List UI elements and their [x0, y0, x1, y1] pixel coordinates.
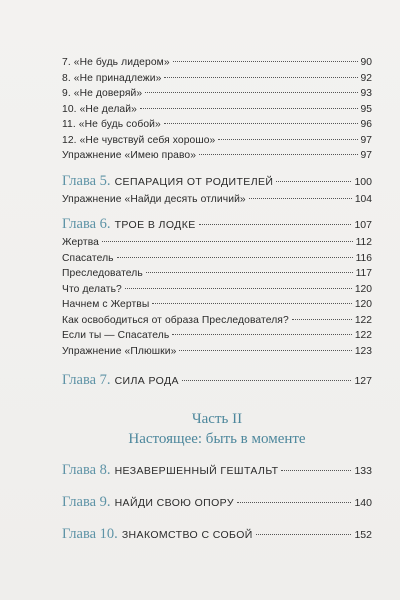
chapter-title: ТРОЕ В ЛОДКЕ — [114, 219, 196, 231]
toc-item-page: 122 — [354, 330, 372, 341]
toc-item — [62, 117, 372, 133]
chapter-title: ЗНАКОМСТВО С СОБОЙ — [121, 529, 253, 541]
leader-dots — [164, 77, 357, 78]
toc-item-page: 116 — [355, 252, 372, 264]
leader-dots — [237, 502, 352, 503]
toc-item-title: Упражнение «Найди десять отличий» — [62, 193, 246, 205]
chapter-prefix: Глава 5. — [62, 172, 111, 189]
leader-dots — [102, 241, 353, 242]
toc-chapter-9 — [62, 491, 372, 513]
toc-item — [62, 55, 372, 71]
leader-dots — [179, 350, 351, 351]
chapter-page: 107 — [354, 219, 372, 231]
toc-item — [62, 266, 372, 282]
toc-item-page: 117 — [355, 268, 372, 279]
leader-dots — [249, 198, 352, 199]
toc-item-title: 9. «Не доверяй» — [62, 88, 143, 99]
toc-item-page: 104 — [354, 193, 372, 205]
chapter-prefix: Глава 6. — [62, 216, 111, 232]
chapter-title: СЕПАРАЦИЯ ОТ РОДИТЕЛЕЙ — [114, 175, 274, 188]
leader-dots — [292, 319, 352, 320]
toc-chapter-5 — [62, 170, 372, 192]
toc-item-page: 90 — [360, 57, 372, 68]
toc-item-title: Упражнение «Плюшки» — [62, 345, 177, 357]
leader-dots — [152, 303, 351, 304]
toc-item — [62, 102, 372, 118]
toc-item-page: 120 — [354, 283, 372, 295]
leader-dots — [173, 61, 358, 62]
toc-item-title: Что делать? — [62, 283, 122, 295]
chapter-prefix: Глава 9. — [62, 494, 111, 510]
toc-item-title: 8. «Не принадлежи» — [62, 72, 162, 84]
toc-chapter-10 — [62, 523, 372, 545]
toc-chapter-6 — [62, 213, 372, 235]
leader-dots — [117, 257, 353, 258]
toc-item-page: 120 — [354, 299, 372, 310]
toc-item — [62, 148, 372, 164]
leader-dots — [281, 470, 351, 471]
leader-dots — [199, 154, 357, 155]
toc-item-title: Преследователь — [62, 268, 143, 279]
toc-item-page: 97 — [360, 150, 372, 161]
toc-item — [62, 328, 372, 344]
leader-dots — [218, 139, 357, 140]
chapter-prefix: Глава 7. — [62, 372, 111, 388]
toc-item — [62, 235, 372, 251]
chapter-page: 133 — [354, 465, 372, 477]
chapter-prefix: Глава 8. — [62, 462, 111, 478]
leader-dots — [145, 92, 357, 93]
toc-item-title: Упражнение «Имею право» — [62, 150, 197, 161]
toc-item — [62, 282, 372, 298]
toc-item-page: 112 — [355, 237, 372, 248]
toc-item — [62, 192, 372, 208]
toc-item — [62, 313, 372, 329]
toc-item-page: 95 — [360, 103, 372, 115]
toc-chapter-8 — [62, 459, 372, 481]
toc-item-title: Как освободиться от образа Преследователя? — [62, 314, 289, 326]
chapter-prefix: Глава 10. — [62, 526, 118, 542]
toc-item — [62, 86, 372, 102]
toc-item-page: 122 — [354, 314, 372, 326]
chapter-page: 140 — [354, 497, 372, 509]
leader-dots — [199, 224, 352, 225]
leader-dots — [182, 380, 352, 381]
toc-item-page: 93 — [360, 88, 372, 99]
part-heading — [62, 409, 372, 449]
chapter-title: НАЙДИ СВОЮ ОПОРУ — [114, 497, 234, 509]
leader-dots — [276, 181, 351, 182]
toc-item — [62, 344, 372, 360]
toc-item — [62, 71, 372, 87]
toc-item-title: 12. «Не чувствуй себя хорошо» — [62, 134, 216, 146]
chapter-page: 152 — [354, 529, 372, 541]
part-subtitle: Настоящее: быть в моменте — [128, 431, 306, 447]
leader-dots — [146, 272, 353, 273]
chapter-title: СИЛА РОДА — [114, 375, 179, 387]
chapter-page: 127 — [354, 375, 372, 387]
toc-item-page: 123 — [354, 345, 372, 357]
chapter-title: НЕЗАВЕРШЕННЫЙ ГЕШТАЛЬТ — [114, 465, 279, 477]
toc-item-title: Начнем с Жертвы — [62, 299, 150, 310]
part-number: Часть II — [191, 411, 243, 427]
toc-item-title: 7. «Не будь лидером» — [62, 57, 170, 68]
leader-dots — [125, 288, 352, 289]
toc-item-title: 10. «Не делай» — [62, 103, 137, 115]
leader-dots — [256, 534, 352, 535]
chapter-page: 100 — [354, 175, 372, 188]
toc-item-page: 97 — [360, 134, 372, 146]
table-of-contents — [62, 55, 372, 545]
toc-item-page: 96 — [360, 119, 372, 130]
leader-dots — [140, 108, 358, 109]
toc-item — [62, 251, 372, 267]
toc-item-page: 92 — [360, 72, 372, 84]
toc-item-title: Спасатель — [62, 252, 114, 264]
toc-item-title: Если ты — Спасатель — [62, 330, 170, 341]
leader-dots — [172, 334, 352, 335]
leader-dots — [164, 123, 358, 124]
toc-chapter-7 — [62, 369, 372, 391]
toc-item-title: 11. «Не будь собой» — [62, 119, 161, 130]
toc-item — [62, 133, 372, 149]
toc-item — [62, 297, 372, 313]
toc-item-title: Жертва — [62, 237, 100, 248]
